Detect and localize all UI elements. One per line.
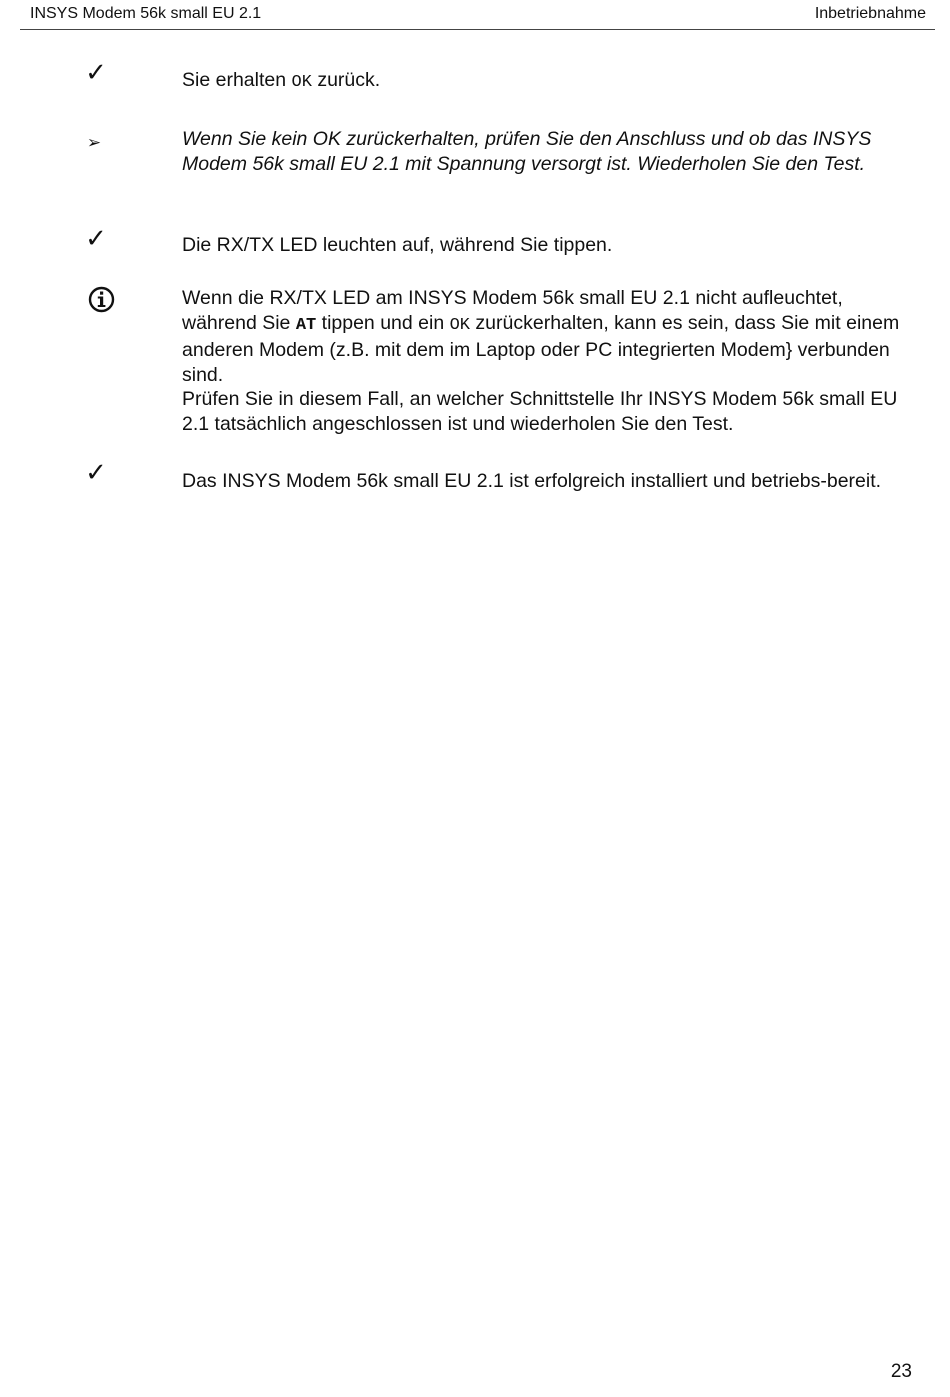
check-icon: ✓ — [85, 224, 107, 254]
page-number: 23 — [890, 1361, 912, 1382]
check-icon: ✓ — [85, 458, 107, 488]
instruction-text: Sie erhalten OK zurück. — [182, 69, 381, 92]
instruction-text: Das INSYS Modem 56k small EU 2.1 ist erfolgreich installiert und betriebs-bereit. — [182, 470, 882, 492]
info-icon — [86, 286, 116, 317]
page-header — [20, 0, 935, 30]
check-icon: ✓ — [85, 58, 107, 88]
arrow-right-icon: ➢ — [86, 133, 102, 153]
instruction-text: Die RX/TX LED leuchten auf, während Sie tippen. — [182, 234, 613, 256]
header-document-title: INSYS Modem 56k small EU 2.1 — [30, 5, 262, 22]
header-section-title: Inbetriebnahme — [814, 5, 926, 22]
instruction-text: Wenn Sie kein OK zurückerhalten, prüfen Sie den Anschluss und ob das INSYS Modem 56k small EU 2.1 mit Spannung versorgt ist. Wiederholen Sie den Test. — [182, 128, 872, 175]
instruction-text: Wenn die RX/TX LED am INSYS Modem 56k small EU 2.1 nicht aufleuchtet, während Sie AT tippen und ein OK zurückerhalten, kann es sein, dass Sie mit einem anderen Modem (z.B. mit dem im Laptop oder PC integrierten Modem} verbunden sind. Prüfen Sie in diesem Fall, an welcher Schnittstelle Ihr INSYS Modem 56k small EU 2.1 tatsächlich angeschlossen ist und wiederholen Sie den Test. — [182, 287, 900, 435]
